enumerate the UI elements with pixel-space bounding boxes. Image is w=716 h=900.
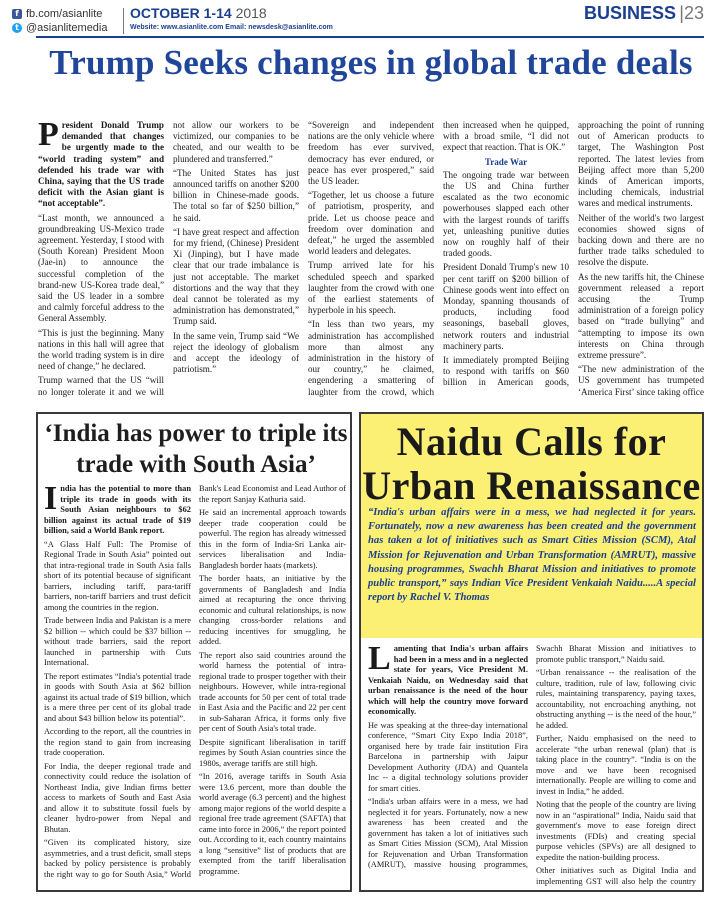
- page-number-value: 23: [683, 3, 704, 23]
- article-india-lead: [44, 484, 191, 537]
- paragraph: Further, Naidu emphasised on the need to accelerate “the urban renewal (plan) that is taking place in the country”. “India is on the move and we have been recognised internationally. People are willing to come and invest in India,” he added.: [536, 734, 696, 796]
- paragraph: In the same vein, Trump said “We reject the ideology of globalism and accept the ideology of patriotism.”: [173, 330, 299, 375]
- twitter-icon: t: [12, 23, 22, 33]
- paragraph: The report also said countries around the world harness the potential of intra-regional trade to prosper together with their neighbours. However, while intra-regional trade accounts for 50 per cent of total trade in East Asia and the Pacific and 22 per cent in sub-Saharan Africa, it forms only five per cent of South Asia's total trade.: [199, 650, 346, 733]
- facebook-link[interactable]: [12, 8, 108, 20]
- article-naidu-lead-text: amenting that India's urban affairs had been in a mess and in a neglected state for years, Vice President M. Venkaiah Naidu, on Wednesday said that urban renaissance is the need of the hour which will help the country move forward economically.: [368, 644, 528, 716]
- twitter-handle: @asianlitemedia: [26, 22, 108, 34]
- paragraph: “A Glass Half Full: The Promise of Regional Trade in South Asia” pointed out that intra-regional trade in South Asia falls short of its potential because of significant barriers, including tariff, para-tariff barriers, non-tariff barriers and trust deficit among the countries in the region.: [44, 539, 191, 612]
- page-number: |23: [679, 3, 704, 23]
- article-naidu-headline: [361, 420, 702, 508]
- paragraph: Trump arrived late for his scheduled speech and sparked laughter from the crowd with one of the earliest statements of hyperbole in his speech.: [308, 260, 434, 316]
- paragraph: The ongoing trade war between the US and China further escalated as the two economic powerhouses slapped each other with the largest rounds of tariffs yet, unleashing punitive duties now on roughly half of their traded goods.: [443, 169, 569, 259]
- facebook-icon: f: [12, 9, 22, 19]
- issue-year: 2018: [235, 5, 267, 21]
- article-india-headline: ‘India has power to triple its trade with South Asia’: [44, 420, 348, 478]
- paragraph: Trump warned that the US “will no longer tolerate it and we will not allow our workers to be victimized, our companies to be cheated, and our wealth to be plundered and transferred.”: [38, 120, 299, 397]
- paragraph: The border haats, an initiative by the governments of Bangladesh and India aimed at recapturing the once thriving economic and cultural relationships, is now changing cross-border relations and reducing incentives for smuggling, he added.: [199, 574, 346, 646]
- article-trump-lead: [38, 120, 164, 210]
- paragraph: “Urban renaissance -- the realisation of the culture, tradition, rule of law, following civic rules, maintaining transparency, paying taxes, accountability, not encroaching anything, not obstructing anything -- is the need of the hour,” he added.: [536, 668, 696, 730]
- article-naidu-lead: [368, 644, 528, 718]
- paragraph: “The United States has just announced tariffs on another $200 billion in Chinese-made goods. The total so far of $250 billion,” he said.: [173, 167, 299, 223]
- page-header: [0, 0, 716, 40]
- article-trump-headline: Trump Seeks changes in global trade deals: [49, 43, 693, 82]
- paragraph: Noting that the people of the country are living now in an “aspirational” India, Naidu said that government's move to ease foreign direct investments (FDIs) and creating special purpose vehicles (SPVs) are all designed to expedite the nation-building process.: [536, 800, 696, 862]
- twitter-link[interactable]: [12, 22, 108, 34]
- paragraph: “The new administration of the US government has trumpeted ‘America First’ since taking office: [578, 364, 704, 397]
- issue-date-range: OCTOBER 1-14: [130, 5, 232, 21]
- section-name: BUSINESS: [583, 3, 676, 23]
- paragraph: Other initiatives such as Digital India and implementing GST will also help the country: [536, 866, 696, 886]
- paragraph: Neither of the world's two largest economies showed signs of backing down and there are no further trade talks scheduled to resolve the dispute.: [578, 212, 704, 268]
- article-trump-body: [38, 120, 704, 398]
- paragraph: “In less than two years, my administration has accomplished more than almost any administration in the history of our country,” he claimed, engendering a smattering of laughter from the crowd, which then increased when he quipped, with a broad smile, “I did not expect that reaction. That is OK.”: [308, 120, 569, 397]
- paragraph: For India, the deeper regional trade and connectivity could reduce the isolation of Northeast India, give Indian firms better access to markets of South and East Asia and allow it to substitute fossil fuels by cleaner hydro-power from Nepal and Bhutan.: [44, 761, 191, 834]
- article-trump-subhead: Trade War: [484, 156, 528, 167]
- article-trump-lead-text: resident Donald Trump demanded that changes be urgently made to the “world trading system” and defended his trade war with China, saying that the US trade deficit with the Asian giant is “not acceptable”.: [38, 120, 164, 209]
- paragraph: “Sovereign and independent nations are the only vehicle where freedom has ever survived, democracy has ever endured, or peace has ever prospered,” said the US leader.: [308, 120, 434, 187]
- paragraph: Trade between India and Pakistan is a mere $2 billion -- which could be $37 billion -- without trade barriers, said the report launched in partnership with Cuts International.: [44, 616, 191, 667]
- article-naidu-body: [368, 644, 696, 888]
- header-divider: [123, 8, 124, 34]
- paragraph: “Last month, we announced a groundbreaking US-Mexico trade agreement. Yesterday, I stood with (South Korean) President Moon (Jae-in) to announce the successful completion of the brand-new US-Korea trade deal,” said the US leader in a sombre and calmly forceful address to the General Assembly.: [38, 212, 164, 324]
- article-india-body: [44, 484, 346, 886]
- header-rule: [36, 36, 704, 38]
- paragraph: “In 2016, average tariffs in South Asia were 13.6 percent, more than double the world average (6.3 percent) and the highest among major regions of the world despite a regional free trade agreement (SAFTA) that came into force in 2006,” the report pointed out. According to it, each country maintains a long “sensitive” list of products that are exempted from the tariff liberalisation programme.: [199, 772, 346, 876]
- paragraph: “This is just the beginning. Many nations in this hall will agree that the world trading system is in dire need of change,” he declared.: [38, 327, 164, 372]
- website-line: Website: www.asianlite.com Email: newsdesk@asianlite.com: [130, 24, 333, 31]
- paragraph: He was speaking at the three-day international conference, “Smart City Expo India 2018”, organised here by trade fair institution Fira Barcelona in partnership with Jaipur Development Authority (JDA) and Quantela Inc -- a digital technology solutions provider for smart cities.: [368, 720, 528, 793]
- paragraph: “I have great respect and affection for my friend, (Chinese) President Xi (Jinping), but I have made clear that our trade imbalance is just not acceptable. The market distortions and the way that they deal cannot be tolerated as my administration has demonstrated,” Trump said.: [173, 226, 299, 327]
- paragraph: “India's urban affairs were in a mess, we had neglected it for years. Fortunately, now a new awareness has been created and the government has taken a lot of initiatives such as Smart Cities Mission (SCM), Atal Mission for Rejuvenation and Urban Transformation (AMRUT), massive housing programmes, Swachh Bharat Mission and initiatives to promote public transport,” Naidu said.: [368, 644, 696, 869]
- paragraph: Despite significant liberalisation in tariff regimes by South Asian countries since the 1980s, average tariffs are still high.: [199, 737, 346, 768]
- paragraph: “Given its complicated history, size asymmetries, and a trust deficit, small steps backed by policy persistence is probably the right way to go for South Asia,” World Bank's Lead Economist and Lead Author of the report Sanjay Kathuria said.: [44, 484, 346, 879]
- article-naidu-headline-line1: Naidu Calls for: [396, 419, 667, 464]
- article-india-dropcap: I: [44, 484, 58, 517]
- facebook-handle: fb.com/asianlite: [26, 8, 103, 20]
- article-naidu-deck: “India's urban affairs were in a mess, we had neglected it for years. Fortunately, now a new awareness has been created and the government has taken a lot of initiatives such as Smart Cities Mission (SCM), Atal Mission for Rejuvenation and Urban Transformation (AMRUT), massive housing programmes, Swachh Bharat Mission and initiatives to promote public transport,” says Indian Vice President Venkaiah Naidu.....A special report by Rachel V. Thomas: [368, 507, 696, 604]
- paragraph: President Donald Trump's new 10 per cent tariff on $200 billion of Chinese goods went into effect on Monday, spanning thousands of products, including food seasonings, baseball gloves, network routers and industrial machinery parts.: [443, 262, 569, 351]
- issue-date: [130, 5, 267, 21]
- paragraph: As the new tariffs hit, the Chinese government released a report accusing the Trump administration of a foreign policy based on “trade bullying” and “attempting to impose its own interests on China through extreme pressure”.: [578, 271, 704, 361]
- paragraph: It immediately prompted Beijing to respond with tariffs on $60 billion in American goods, approaching the point of running out of American products to target, The Washington Post reported. The latest levies from Beijing affect more than 5,200 kinds of American imports, including chemicals, industrial wares and medical instruments.: [443, 120, 704, 388]
- article-india-lead-text: ndia has the potential to more than triple its trade in goods with its South Asian neighbours to $62 billion against its actual trade of $19 billion, said a World Bank report.: [44, 484, 191, 535]
- social-links: [12, 8, 108, 36]
- article-naidu-dropcap: L: [368, 644, 391, 677]
- paragraph: The report estimates “India's potential trade in goods with South Asia at $62 billion against its actual trade of $19 billion, which is a mere three per cent of its global trade and about $43 billion below its potential”.: [44, 671, 191, 723]
- paragraph: According to the report, all the countries in the region stand to gain from increasing trade cooperation.: [44, 727, 191, 757]
- article-naidu-headline-line2: Urban Renaissance: [362, 463, 701, 508]
- article-trump-dropcap: P: [38, 120, 59, 153]
- paragraph: “Together, let us choose a future of patriotism, prosperity, and pride. Let us choose peace and freedom over domination and defeat,” he urged the assembled world leaders and delegates.: [308, 190, 434, 257]
- paragraph: He said an incremental approach towards deeper trade cooperation could be powerful. The region has already witnessed this in the form of India-Sri Lanka air-services liberalisation and India-Bangladesh border haats (markets).: [199, 508, 346, 570]
